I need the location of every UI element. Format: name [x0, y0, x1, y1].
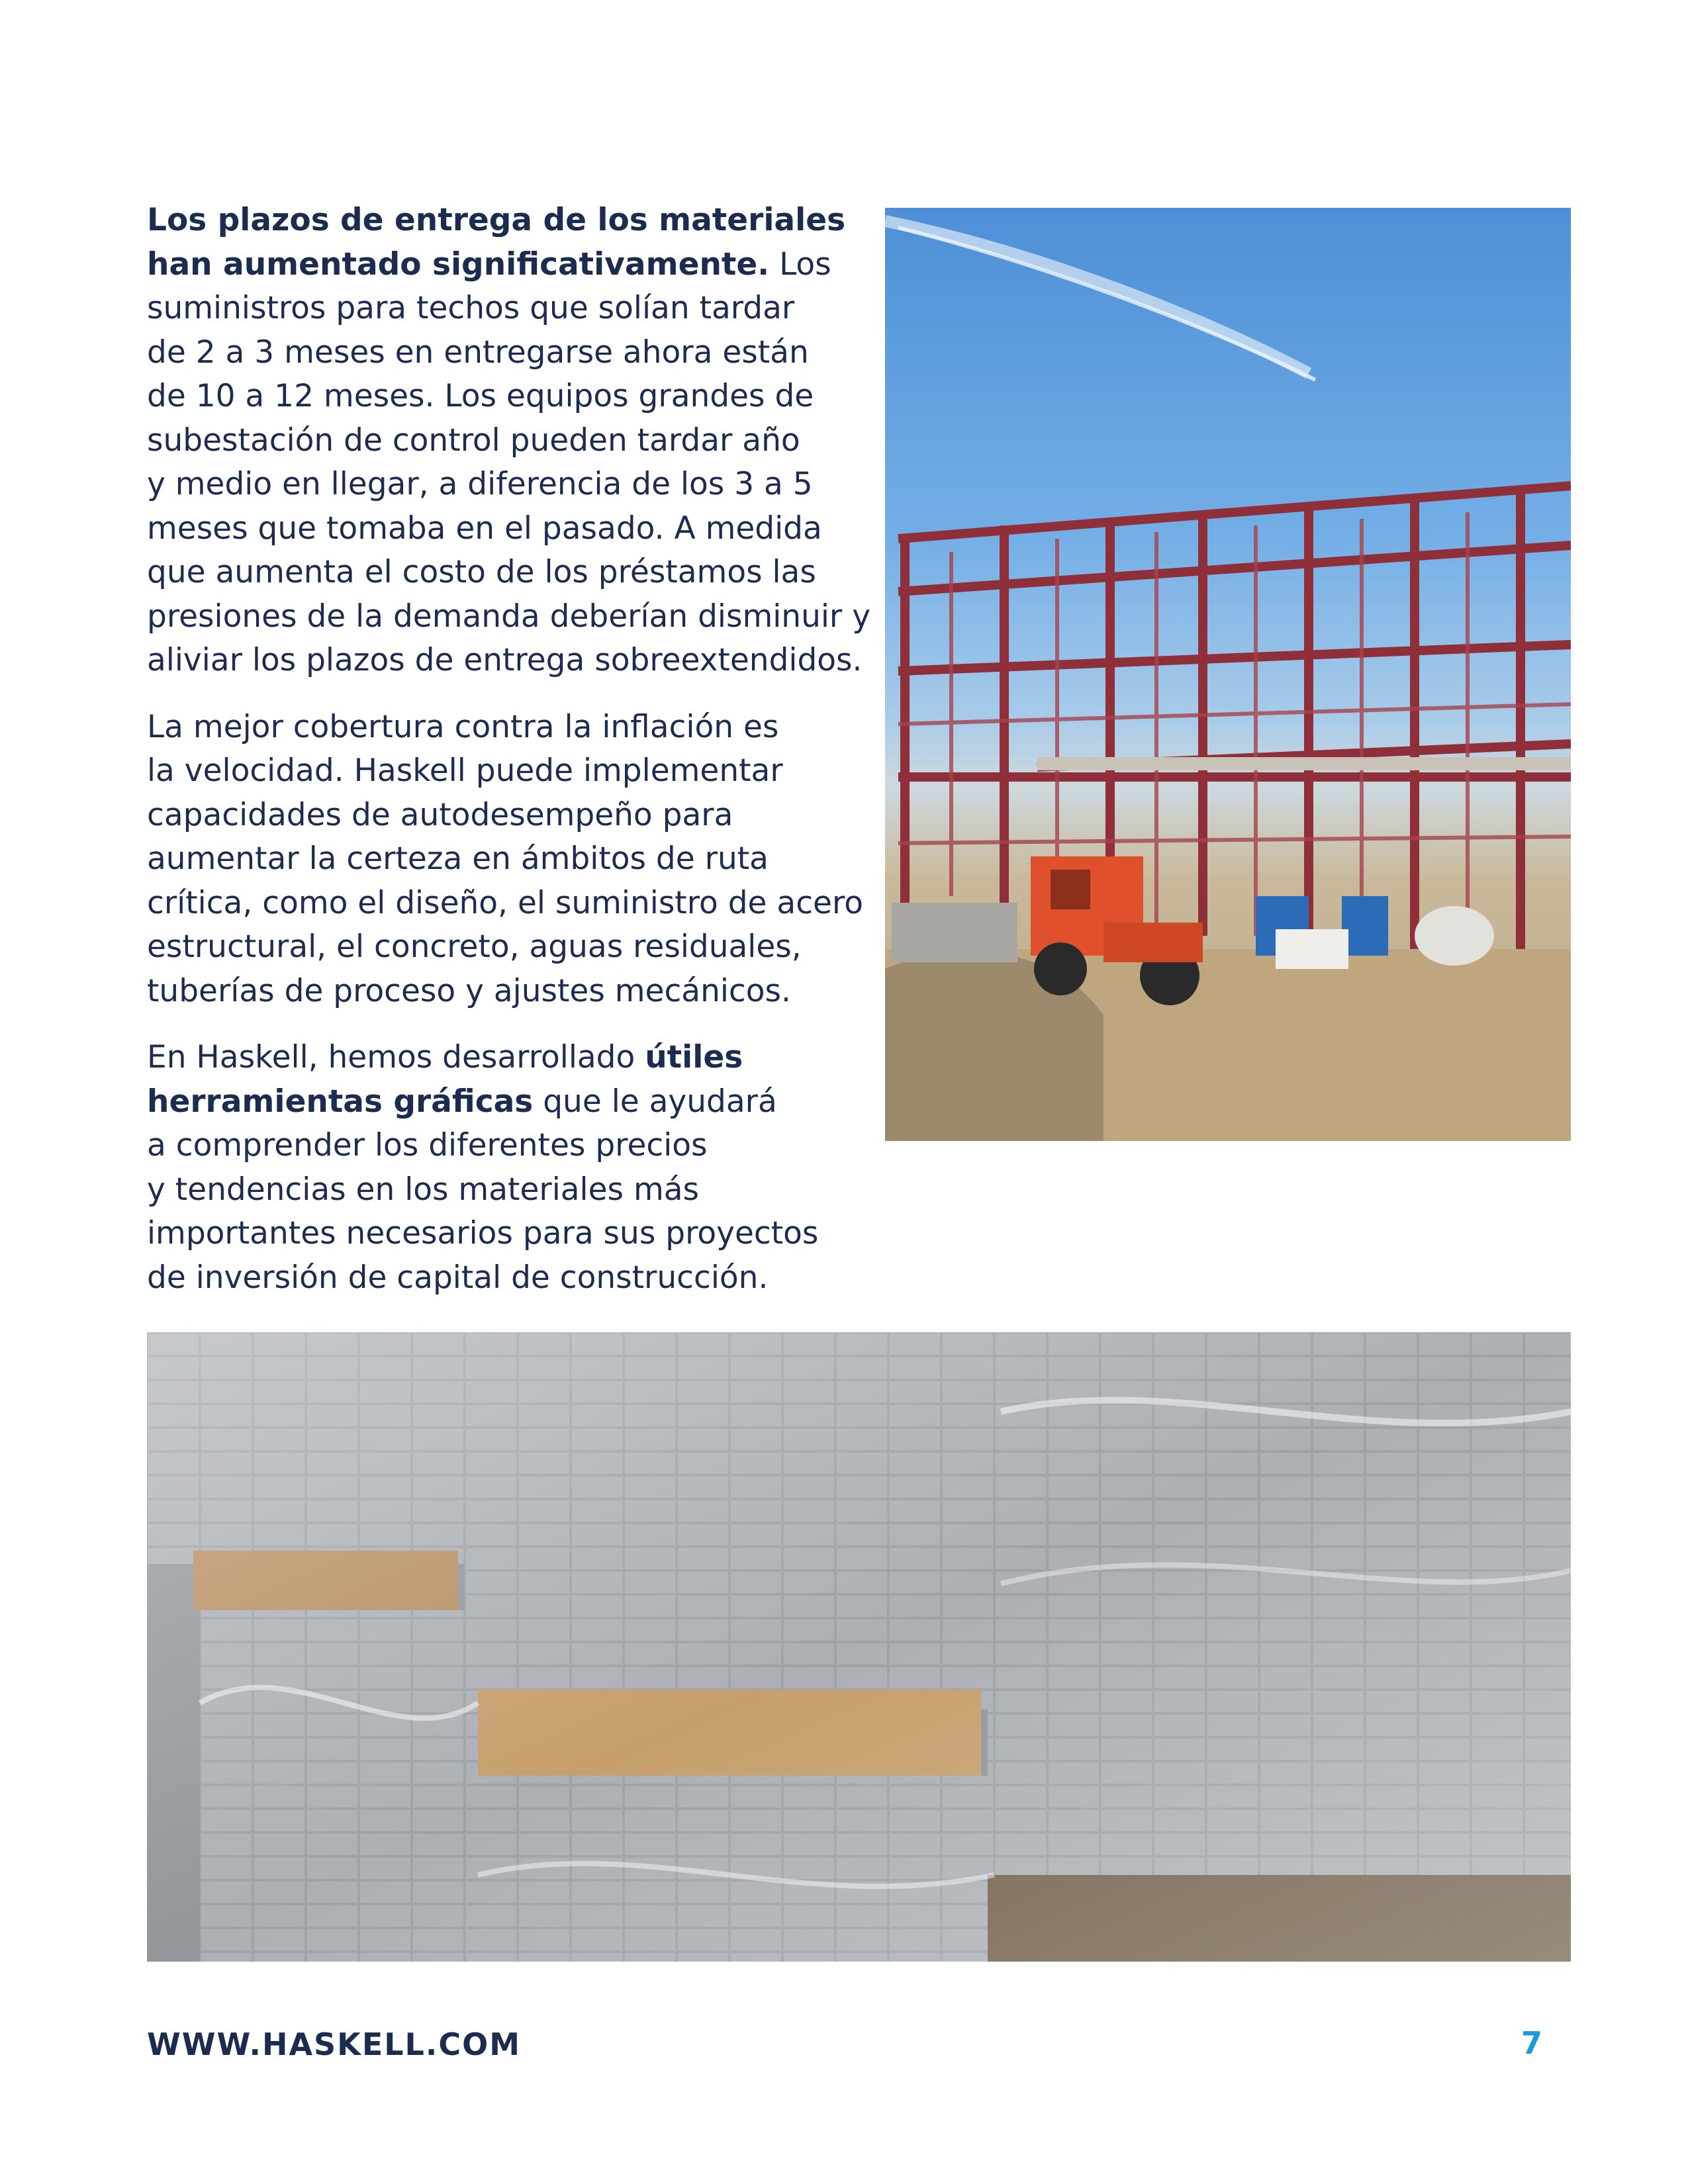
text-line: la velocidad. Haskell puede implementar: [147, 752, 783, 789]
paragraph-inflation-hedge: [147, 705, 864, 1014]
construction-site-illustration: [885, 208, 1571, 1141]
text-line: y medio en llegar, a diferencia de los 3 a 5: [147, 466, 813, 502]
text-line: aumentar la certeza en ámbitos de ruta: [147, 841, 769, 877]
text-line: importantes necesarios para sus proyectos: [147, 1215, 819, 1251]
footer-website-url: WWW.HASKELL.COM: [147, 2026, 521, 2062]
text-line: de inversión de capital de construcción.: [147, 1259, 769, 1296]
bold-useful: útiles: [645, 1039, 743, 1075]
text-line: subestación de control pueden tardar año: [147, 422, 800, 459]
text-line: La mejor cobertura contra la inflación es: [147, 708, 779, 745]
text-line: de 10 a 12 meses. Los equipos grandes de: [147, 378, 814, 414]
lead-heading-line-1: Los plazos de entrega de los materiales: [147, 202, 846, 238]
paragraph-graphic-tools: [147, 1036, 855, 1300]
text-line: suministros para techos que solían tardar: [147, 290, 795, 326]
lead-heading-line-2: han aumentado significativamente.: [147, 246, 770, 283]
concrete-blocks-photo: [147, 1332, 1571, 1962]
text-line: tuberías de proceso y ajustes mecánicos.: [147, 972, 791, 1009]
text-line: estructural, el concreto, aguas residuales,: [147, 929, 802, 965]
text-line: a comprender los diferentes precios: [147, 1127, 708, 1163]
concrete-blocks-illustration: [147, 1332, 1571, 1962]
text-line: meses que tomaba en el pasado. A medida: [147, 510, 822, 547]
construction-site-photo: [885, 208, 1571, 1141]
body-text-column: [147, 199, 871, 1322]
text-line: En Haskell, hemos desarrollado: [147, 1039, 645, 1075]
text-line: aliviar los plazos de entrega sobreextendidos.: [147, 642, 863, 678]
text-line: presiones de la demanda deberían disminuir y: [147, 598, 871, 635]
paragraph-lead-times: [147, 199, 871, 683]
text-line: Los: [769, 246, 831, 283]
page-number: 7: [1521, 2025, 1543, 2061]
text-line: y tendencias en los materiales más: [147, 1171, 700, 1208]
text-line: crítica, como el diseño, el suministro de acero: [147, 884, 864, 921]
text-line: de 2 a 3 meses en entregarse ahora están: [147, 334, 809, 371]
text-line: que aumenta el costo de los préstamos las: [147, 554, 816, 590]
text-line: que le ayudará: [533, 1083, 777, 1120]
bold-graphic-tools: herramientas gráficas: [147, 1083, 534, 1120]
text-line: capacidades de autodesempeño para: [147, 796, 733, 833]
